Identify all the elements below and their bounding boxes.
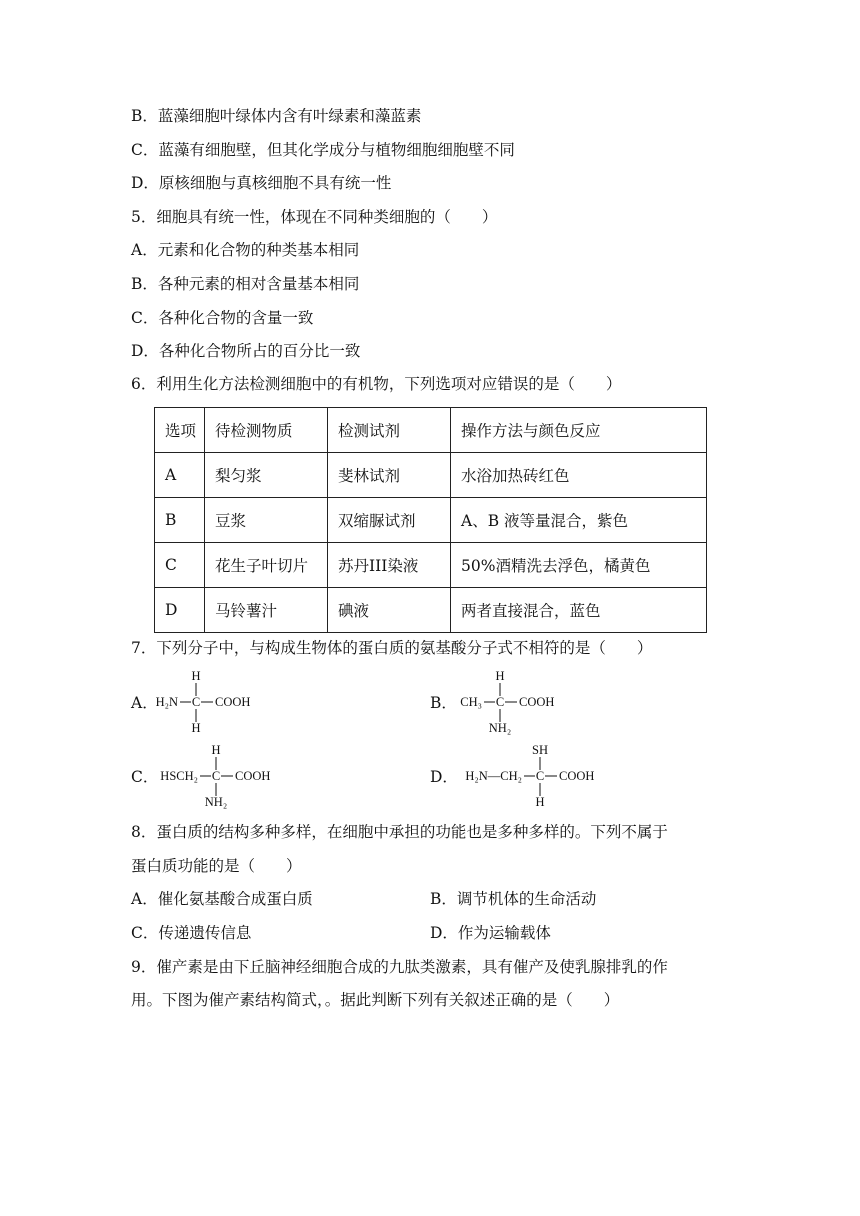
q5-option-b: B．各种元素的相对含量基本相同	[131, 275, 360, 293]
table-cell: 50%酒精洗去浮色，橘黄色	[451, 543, 707, 588]
table-cell: 豆浆	[205, 498, 328, 543]
formula-right-group: COOH	[559, 769, 595, 783]
q7-stem: 7．下列分子中，与构成生物体的蛋白质的氨基酸分子式不相符的是（ ）	[131, 639, 653, 657]
table-cell: 两者直接混合，蓝色	[451, 588, 707, 633]
formula-center-atom: C	[495, 695, 505, 709]
q8-option-d: D．作为运输载体	[430, 924, 551, 942]
q8-stem-line2: 蛋白质功能的是（ ）	[131, 857, 302, 875]
formula-bottom-group: H	[191, 721, 201, 735]
q7-option-b-label: B．	[430, 694, 457, 712]
table-cell: 梨匀浆	[205, 453, 328, 498]
formula-center-atom: C	[191, 695, 201, 709]
q4-option-d: D．原核细胞与真核细胞不具有统一性	[131, 174, 392, 192]
q8-option-b: B．调节机体的生命活动	[430, 890, 597, 908]
q4-option-b: B．蓝藻细胞叶绿体内含有叶绿素和藻蓝素	[131, 107, 422, 125]
q5-option-d: D．各种化合物所占的百分比一致	[131, 342, 361, 360]
q8-stem-line1: 8．蛋白质的结构多种多样，在细胞中承担的功能也是多种多样的。下列不属于	[131, 823, 668, 841]
table-header-cell: 选项	[155, 408, 205, 453]
q5-stem: 5．细胞具有统一性，体现在不同种类细胞的（ ）	[131, 208, 498, 226]
table-cell: 苏丹III染液	[328, 543, 451, 588]
q6-table	[154, 407, 707, 633]
table-cell: 水浴加热砖红色	[451, 453, 707, 498]
formula-left-group: H₂N	[155, 695, 178, 709]
table-cell: C	[155, 543, 205, 588]
formula-bottom-group: NH₂	[488, 721, 512, 735]
q8-option-c: C．传递遗传信息	[131, 924, 252, 942]
q7-option-d-label: D．	[430, 768, 458, 786]
formula-top-group: H	[495, 669, 505, 683]
table-cell: 双缩脲试剂	[328, 498, 451, 543]
q7-option-b-formula	[458, 668, 578, 740]
table-row	[155, 543, 707, 588]
q7-option-a-formula	[155, 668, 268, 740]
formula-left-group: CH₃	[460, 695, 482, 709]
q4-option-c: C．蓝藻有细胞壁，但其化学成分与植物细胞细胞壁不同	[131, 141, 515, 159]
q7-option-d-formula	[458, 742, 608, 814]
formula-top-group: SH	[532, 743, 548, 757]
formula-top-group: H	[211, 743, 221, 757]
formula-bottom-group: H	[535, 795, 545, 809]
q7-option-c-label: C．	[131, 768, 159, 786]
formula-top-group: H	[191, 669, 201, 683]
q5-option-a: A．元素和化合物的种类基本相同	[131, 241, 360, 259]
table-cell: 马铃薯汁	[205, 588, 328, 633]
table-row	[155, 498, 707, 543]
q8-option-a: A．催化氨基酸合成蛋白质	[131, 890, 313, 908]
q7-option-a-label: A．	[131, 694, 158, 712]
formula-right-group: COOH	[215, 695, 251, 709]
table-cell: B	[155, 498, 205, 543]
formula-right-group: COOH	[235, 769, 271, 783]
table-cell: A	[155, 453, 205, 498]
q7-option-c-formula	[158, 742, 288, 814]
table-cell: 碘液	[328, 588, 451, 633]
table-cell: 斐林试剂	[328, 453, 451, 498]
table-header-cell: 操作方法与颜色反应	[451, 408, 707, 453]
table-cell: 花生子叶切片	[205, 543, 328, 588]
table-cell: A、B 液等量混合，紫色	[451, 498, 707, 543]
table-header-cell: 检测试剂	[328, 408, 451, 453]
q6-stem: 6．利用生化方法检测细胞中的有机物，下列选项对应错误的是（ ）	[131, 375, 622, 393]
table-header-row	[155, 408, 707, 453]
formula-center-atom: C	[211, 769, 221, 783]
table-cell: D	[155, 588, 205, 633]
formula-left-group: HSCH₂	[160, 769, 198, 783]
formula-left-group: H₂N—CH₂	[465, 769, 522, 783]
q9-stem-line2: 用。下图为催产素结构简式，。据此判断下列有关叙述正确的是（ ）	[131, 991, 620, 1009]
q5-option-c: C．各种化合物的含量一致	[131, 309, 314, 327]
formula-bottom-group: NH₂	[204, 795, 228, 809]
q9-stem-line1: 9．催产素是由下丘脑神经细胞合成的九肽类激素，具有催产及使乳腺排乳的作	[131, 958, 668, 976]
table-row	[155, 453, 707, 498]
table-row	[155, 588, 707, 633]
formula-right-group: COOH	[519, 695, 555, 709]
formula-center-atom: C	[535, 769, 545, 783]
table-header-cell: 待检测物质	[205, 408, 328, 453]
